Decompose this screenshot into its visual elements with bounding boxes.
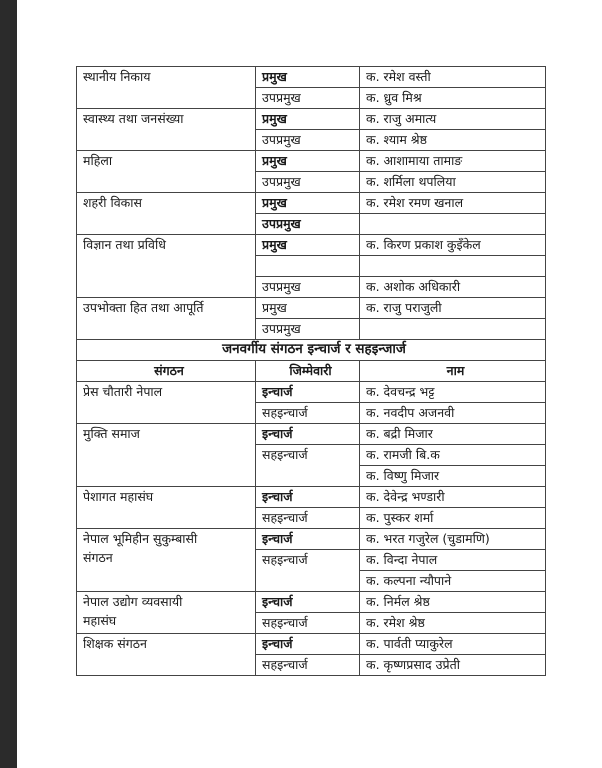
org-row: [77, 424, 546, 445]
org-person: क. विष्णु मिजार: [360, 466, 546, 487]
org-name: [77, 382, 256, 424]
committee-person: क. रमेश रमण खनाल: [360, 193, 546, 214]
org-name-line: नेपाल भूमिहीन सुकुम्बासी: [83, 531, 198, 546]
org-role: इन्चार्ज: [256, 424, 360, 445]
org-person: क. पुस्कर शर्मा: [360, 508, 546, 529]
org-role: सहइन्चार्ज: [256, 550, 360, 592]
org-role: इन्चार्ज: [256, 382, 360, 403]
org-role: सहइन्चार्ज: [256, 445, 360, 487]
org-name: [77, 634, 256, 676]
org-person: क. नवदीप अजनवी: [360, 403, 546, 424]
org-row: [77, 529, 546, 550]
document-page: [76, 66, 545, 676]
left-dark-edge: [0, 0, 17, 768]
committee-person: क. अशोक अधिकारी: [360, 277, 546, 298]
committee-person: [360, 256, 546, 277]
committee-row: [77, 235, 546, 256]
org-name: [77, 424, 256, 487]
committee-person: [360, 214, 546, 235]
committee-person: क. ध्रुव मिश्र: [360, 88, 546, 109]
org-person: क. कृष्णप्रसाद उप्रेती: [360, 655, 546, 676]
org-name: [77, 487, 256, 529]
org-person: क. कल्पना न्यौपाने: [360, 571, 546, 592]
org-person: क. बद्री मिजार: [360, 424, 546, 445]
committee-role: उपप्रमुख: [256, 214, 360, 235]
org-person: क. रमेश श्रेष्ठ: [360, 613, 546, 634]
committee-table: [76, 66, 546, 676]
committee-role: उपप्रमुख: [256, 277, 360, 298]
org-person: क. भरत गजुरेल (चुडामणि): [360, 529, 546, 550]
org-row: [77, 487, 546, 508]
committee-role: प्रमुख: [256, 298, 360, 319]
org-row: [77, 634, 546, 655]
committee-name: महिला: [77, 151, 256, 193]
committee-person: क. रमेश वस्ती: [360, 67, 546, 88]
org-role: सहइन्चार्ज: [256, 655, 360, 676]
section-title: जनवर्गीय संगठन इन्चार्ज र सहइन्जार्ज: [77, 340, 546, 361]
org-name-line: नेपाल उद्योग व्यवसायी: [83, 594, 183, 609]
committee-row: [77, 298, 546, 319]
org-name: [77, 592, 256, 634]
committee-role: उपप्रमुख: [256, 319, 360, 340]
committee-role: उपप्रमुख: [256, 172, 360, 193]
committee-role: प्रमुख: [256, 193, 360, 214]
committee-role: उपप्रमुख: [256, 130, 360, 151]
committee-person: क. राजु पराजुली: [360, 298, 546, 319]
committee-role: [256, 256, 360, 277]
org-row: [77, 382, 546, 403]
header-name: नाम: [360, 361, 546, 382]
org-person: क. देवेन्द्र भण्डारी: [360, 487, 546, 508]
org-name-line: महासंघ: [83, 613, 117, 628]
committee-name: स्थानीय निकाय: [77, 67, 256, 109]
committee-person: क. राजु अमात्य: [360, 109, 546, 130]
org-name: [77, 529, 256, 592]
org-role: सहइन्चार्ज: [256, 613, 360, 634]
org-person: क. देवचन्द्र भट्ट: [360, 382, 546, 403]
org-role: सहइन्चार्ज: [256, 403, 360, 424]
org-person: क. निर्मल श्रेष्ठ: [360, 592, 546, 613]
committee-name: शहरी विकास: [77, 193, 256, 235]
org-name-line: मुक्ति समाज: [83, 426, 140, 441]
org-person: क. पार्वती प्याकुरेल: [360, 634, 546, 655]
committee-role: प्रमुख: [256, 235, 360, 256]
org-name-line: संगठन: [83, 550, 113, 565]
committee-name: विज्ञान तथा प्रविधि: [77, 235, 256, 298]
committee-person: क. श्याम श्रेष्ठ: [360, 130, 546, 151]
org-role: इन्चार्ज: [256, 634, 360, 655]
committee-role: प्रमुख: [256, 151, 360, 172]
org-role: इन्चार्ज: [256, 487, 360, 508]
org-name-line: पेशागत महासंघ: [83, 489, 154, 504]
committee-role: प्रमुख: [256, 67, 360, 88]
header-org: संगठन: [77, 361, 256, 382]
org-name-line: प्रेस चौतारी नेपाल: [83, 384, 163, 399]
org-role: इन्चार्ज: [256, 592, 360, 613]
committee-name: स्वास्थ्य तथा जनसंख्या: [77, 109, 256, 151]
committee-name: उपभोक्ता हित तथा आपूर्ति: [77, 298, 256, 340]
committee-row: [77, 193, 546, 214]
committee-person: क. शर्मिला थपलिया: [360, 172, 546, 193]
org-role: सहइन्चार्ज: [256, 508, 360, 529]
committee-person: [360, 319, 546, 340]
committee-row: [77, 67, 546, 88]
committee-row: [77, 151, 546, 172]
org-name-line: शिक्षक संगठन: [83, 636, 147, 651]
committee-row: [77, 109, 546, 130]
org-role: इन्चार्ज: [256, 529, 360, 550]
header-responsibility: जिम्मेवारी: [256, 361, 360, 382]
committee-person: क. आशामाया तामाङ: [360, 151, 546, 172]
org-row: [77, 592, 546, 613]
org-person: क. विन्दा नेपाल: [360, 550, 546, 571]
committee-role: प्रमुख: [256, 109, 360, 130]
committee-person: क. किरण प्रकाश कुइँकेल: [360, 235, 546, 256]
committee-role: उपप्रमुख: [256, 88, 360, 109]
org-person: क. रामजी बि.क: [360, 445, 546, 466]
